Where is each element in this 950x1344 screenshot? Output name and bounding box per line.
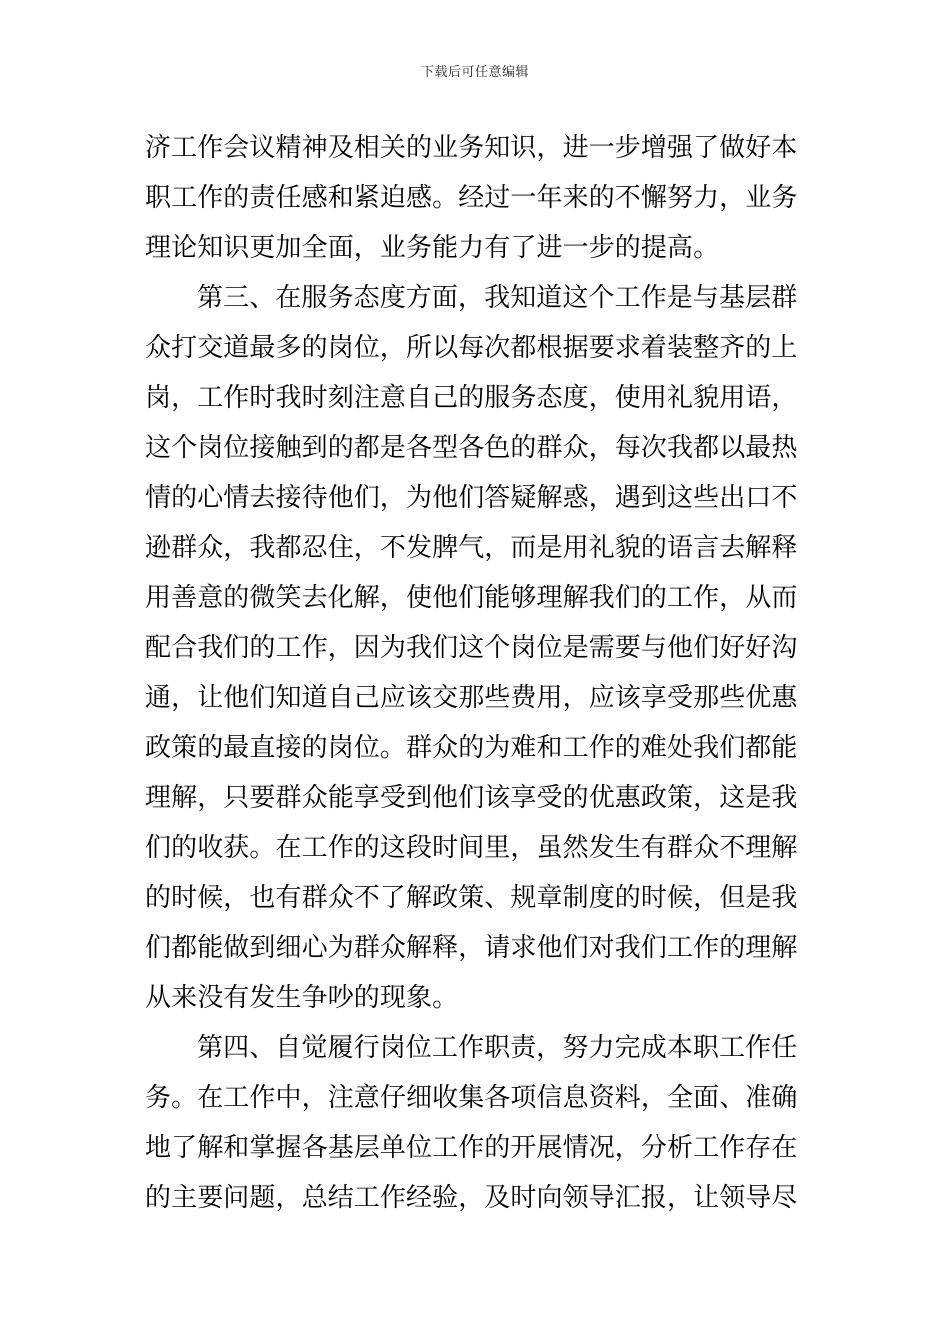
text-line: 用善意的微笑去化解，使他们能够理解我们的工作，从而 bbox=[145, 583, 798, 613]
text-line: 这个岗位接触到的都是各型各色的群众，每次我都以最热 bbox=[145, 433, 798, 463]
text-line: 理论知识更加全面，业务能力有了进一步的提高。 bbox=[145, 233, 720, 263]
text-line: 地了解和掌握各基层单位工作的开展情况，分析工作存在 bbox=[145, 1133, 798, 1163]
text-line: 岗，工作时我时刻注意自己的服务态度，使用礼貌用语， bbox=[145, 383, 798, 413]
text-line: 们的收获。在工作的这段时间里，虽然发生有群众不理解 bbox=[145, 833, 798, 863]
text-line: 配合我们的工作，因为我们这个岗位是需要与他们好好沟 bbox=[145, 633, 798, 663]
text-line: 务。在工作中，注意仔细收集各项信息资料，全面、准确 bbox=[145, 1083, 798, 1113]
text-line: 们都能做到细心为群众解释，请求他们对我们工作的理解 bbox=[145, 933, 798, 963]
paragraph-start-line: 第四、自觉履行岗位工作职责，努力完成本职工作任 bbox=[197, 1033, 798, 1063]
text-line: 的时候，也有群众不了解政策、规章制度的时候，但是我 bbox=[145, 883, 798, 913]
text-line: 理解，只要群众能享受到他们该享受的优惠政策，这是我 bbox=[145, 783, 798, 813]
text-line: 济工作会议精神及相关的业务知识，进一步增强了做好本 bbox=[145, 133, 798, 163]
text-line: 的主要问题，总结工作经验，及时向领导汇报，让领导尽 bbox=[145, 1183, 798, 1213]
text-line: 从来没有发生争吵的现象。 bbox=[145, 983, 459, 1013]
text-line: 众打交道最多的岗位，所以每次都根据要求着装整齐的上 bbox=[145, 333, 798, 363]
text-line: 情的心情去接待他们，为他们答疑解惑，遇到这些出口不 bbox=[145, 483, 798, 513]
text-line: 逊群众，我都忍住，不发脾气，而是用礼貌的语言去解释 bbox=[145, 533, 798, 563]
text-line: 通，让他们知道自己应该交那些费用，应该享受那些优惠 bbox=[145, 683, 798, 713]
paragraph-start-line: 第三、在服务态度方面，我知道这个工作是与基层群 bbox=[197, 283, 798, 313]
text-line: 政策的最直接的岗位。群众的为难和工作的难处我们都能 bbox=[145, 733, 798, 763]
text-line: 职工作的责任感和紧迫感。经过一年来的不懈努力，业务 bbox=[145, 183, 798, 213]
page-header: 下载后可任意编辑 bbox=[420, 65, 529, 80]
